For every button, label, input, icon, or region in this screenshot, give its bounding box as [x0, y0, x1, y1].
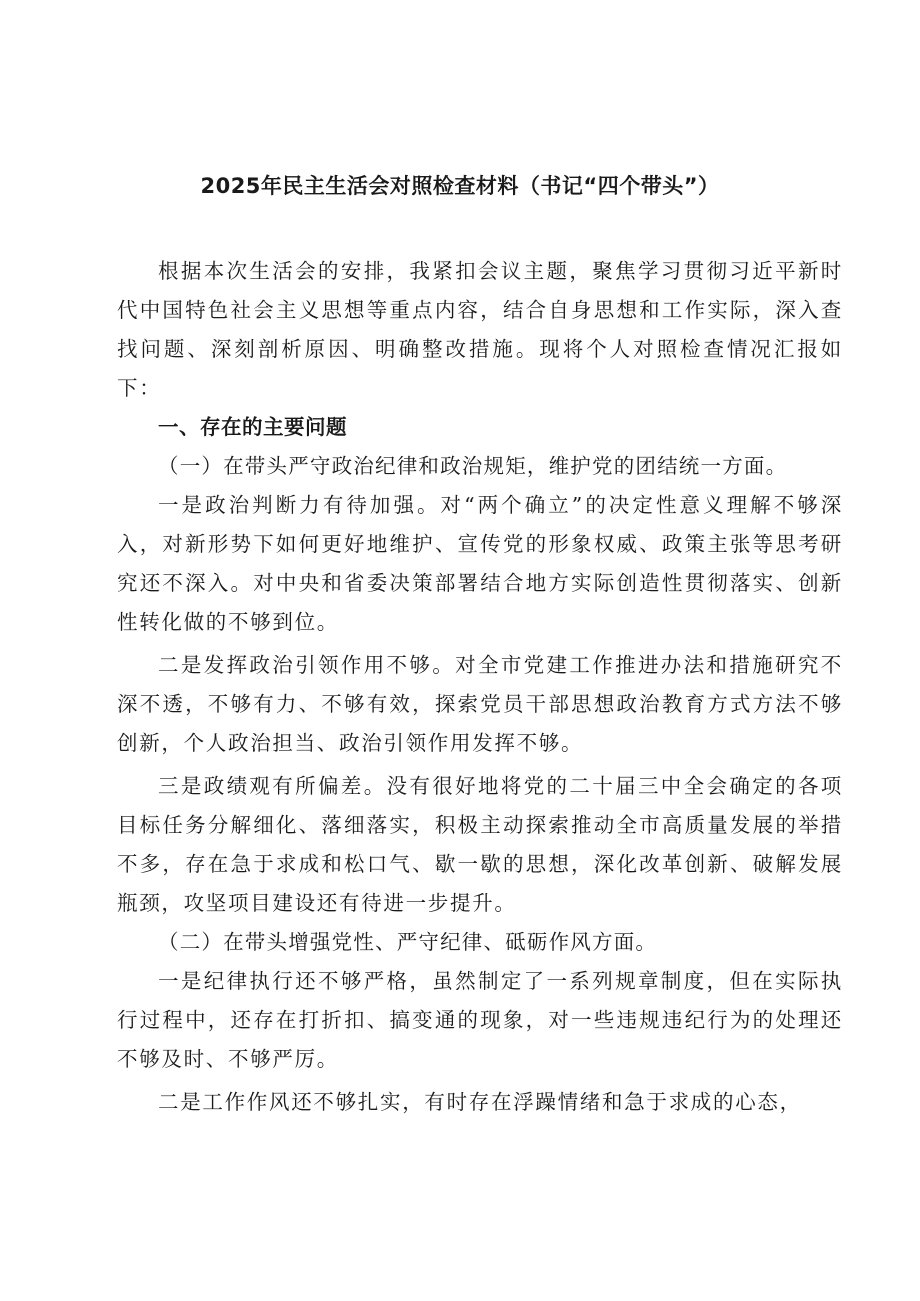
paragraph-work-style: 二是工作作风还不够扎实，有时存在浮躁情绪和急于求成的心态， [158, 1090, 802, 1114]
subsection-heading-political-discipline: （一）在带头严守政治纪律和政治规矩，维护党的团结统一方面。 [158, 454, 788, 478]
paragraph-political-leadership: 二是发挥政治引领作用不够。对全市党建工作推进办法和措施研究不深不透，不够有力、不够有效，探索党员干部思想政治教育方式方法不够创新，个人政治担当、政治引领作用发挥不够。 [117, 653, 843, 755]
document-title: 2025年民主生活会对照检查材料（书记“四个带头”） [200, 174, 720, 198]
document-body [117, 252, 843, 1122]
subsection-heading-party-spirit: （二）在带头增强党性、严守纪律、砥砺作风方面。 [158, 930, 658, 954]
intro-paragraph: 根据本次生活会的安排，我紧扣会议主题，聚焦学习贯彻习近平新时代中国特色社会主义思想等重点内容，结合自身思想和工作实际，深入查找问题、深刻剖析原因、明确整改措施。现将个人对照检查情况汇报如下： [117, 259, 843, 400]
paragraph-performance-view: 三是政绩观有所偏差。没有很好地将党的二十届三中全会确定的各项目标任务分解细化、落细落实，积极主动探索推动全市高质量发展的举措不多，存在急于求成和松口气、歇一歇的思想，深化改革创新、破解发展瓶颈，攻坚项目建设还有待进一步提升。 [117, 774, 843, 915]
section-heading-main-problems: 一、存在的主要问题 [158, 415, 347, 439]
paragraph-political-judgment: 一是政治判断力有待加强。对“两个确立”的决定性意义理解不够深入，对新形势下如何更好地维护、宣传党的形象权威、政策主张等思考研究还不深入。对中央和省委决策部署结合地方实际创造性贯彻落实、创新性转化做的不够到位。 [117, 493, 843, 634]
paragraph-discipline-enforcement: 一是纪律执行还不够严格，虽然制定了一系列规章制度，但在实际执行过程中，还存在打折扣、搞变通的现象，对一些违规违纪行为的处理还不够及时、不够严厉。 [117, 969, 843, 1071]
